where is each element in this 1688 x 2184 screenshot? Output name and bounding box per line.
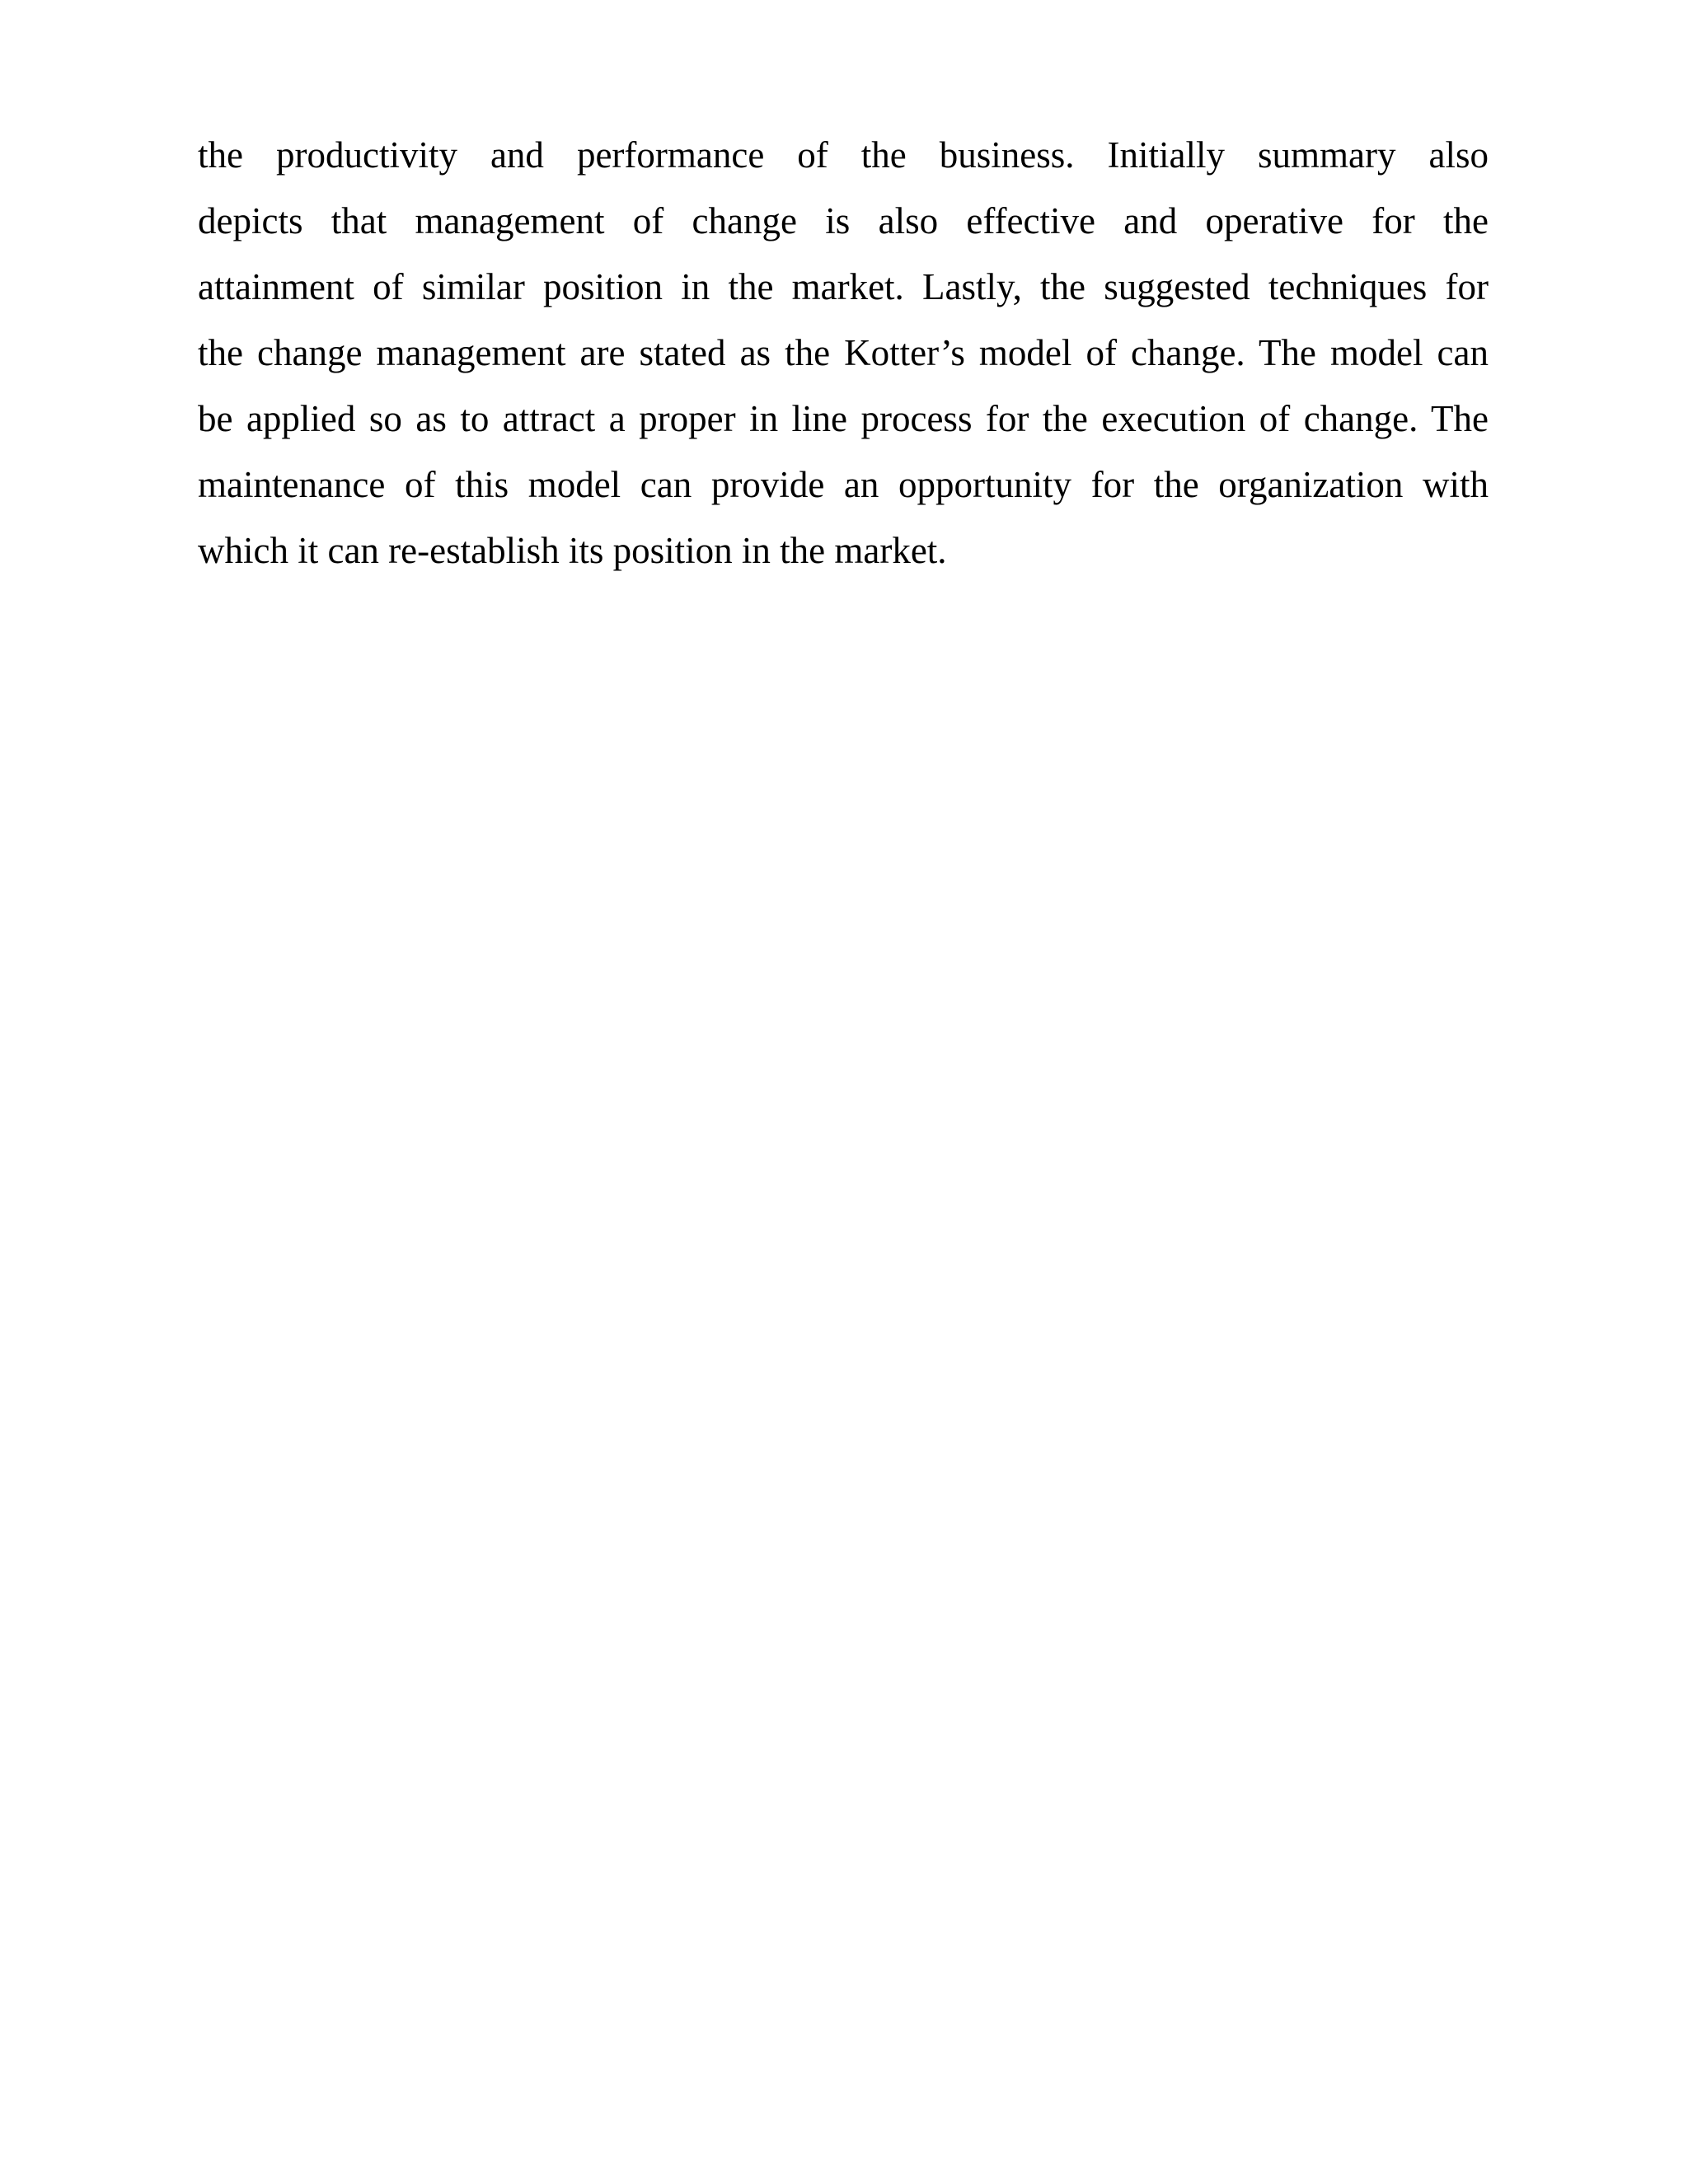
paragraph-line-5: be applied so as to attract a proper in line process for the execution of change. The xyxy=(198,398,1489,439)
paragraph-line-2: depicts that management of change is also effective and operative for the xyxy=(198,200,1489,241)
paragraph-line-4: the change management are stated as the Kotter’s model of change. The model can xyxy=(198,332,1489,373)
paragraph-line-7: which it can re-establish its position in the market. xyxy=(198,530,947,571)
paragraph-line-1: the productivity and performance of the business. Initially summary also xyxy=(198,134,1489,176)
body-paragraph xyxy=(198,122,1489,583)
paragraph-line-3: attainment of similar position in the market. Lastly, the suggested techniques for xyxy=(198,266,1489,307)
paragraph-line-6: maintenance of this model can provide an opportunity for the organization with xyxy=(198,464,1489,505)
